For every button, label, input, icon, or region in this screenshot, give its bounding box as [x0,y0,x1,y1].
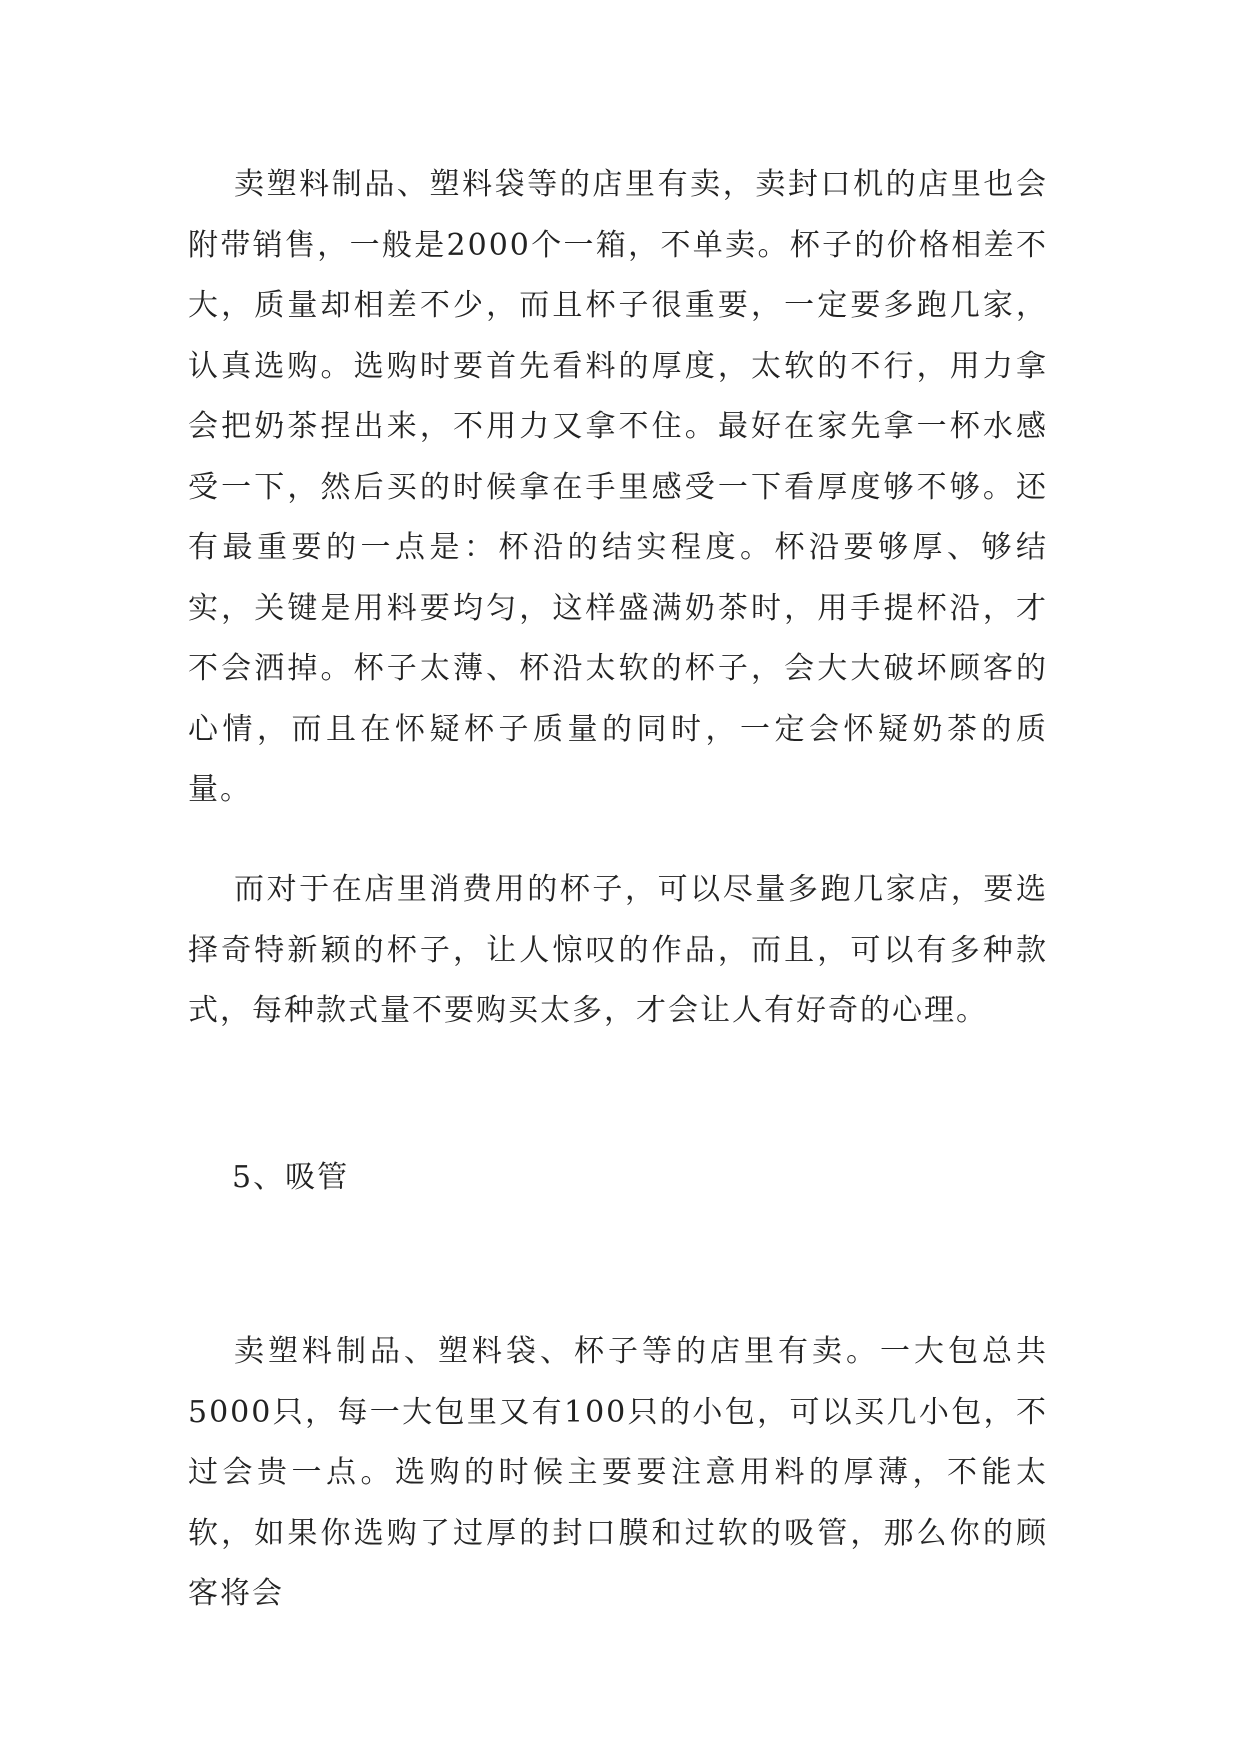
paragraph-cup-selection: 卖塑料制品、塑料袋等的店里有卖，卖封口机的店里也会附带销售，一般是2000个一箱，不单卖。杯子的价格相差不大，质量却相差不少，而且杯子很重要，一定要多跑几家，认真选购。选购时要首先看料的厚度，太软的不行，用力拿会把奶茶捏出来，不用力又拿不住。最好在家先拿一杯水感受一下，然后买的时候拿在手里感受一下看厚度够不够。还有最重要的一点是：杯沿的结实程度。杯沿要够厚、够结实，关键是用料要均匀，这样盛满奶茶时，用手提杯沿，才不会洒掉。杯子太薄、杯沿太软的杯子，会大大破坏顾客的心情，而且在怀疑杯子质量的同时，一定会怀疑奶茶的质量。 [188,167,1048,807]
section-heading-straws: 5、吸管 [232,1160,350,1195]
paragraph-straw-selection: 卖塑料制品、塑料袋、杯子等的店里有卖。一大包总共5000只，每一大包里又有100只的小包，可以买几小包，不过会贵一点。选购的时候主要要注意用料的厚薄，不能太软，如果你选购了过厚的封口膜和过软的吸管，那么你的顾客将会 [188,1334,1048,1611]
paragraph-in-store-cups: 而对于在店里消费用的杯子，可以尽量多跑几家店，要选择奇特新颖的杯子，让人惊叹的作品，而且，可以有多种款式，每种款式量不要购买太多，才会让人有好奇的心理。 [188,872,1048,1028]
